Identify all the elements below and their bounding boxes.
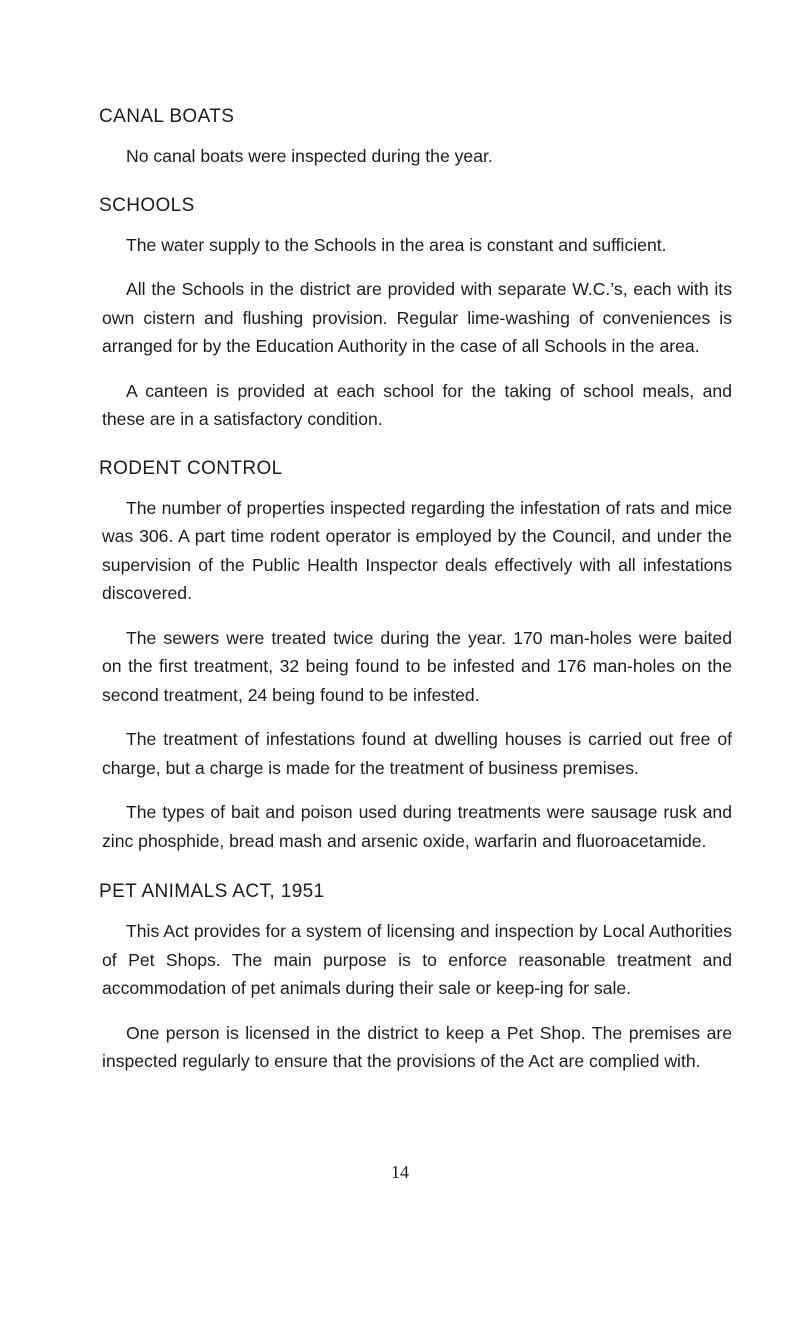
paragraph: No canal boats were inspected during the year. [126,146,493,166]
section-pet-animals-act [99,879,732,1076]
section-heading-schools: SCHOOLS [99,194,195,216]
paragraph: A canteen is provided at each school for the taking of school meals, and these are in a satisfactory condition. [102,380,732,429]
page-number: 14 [391,1162,409,1182]
paragraph: This Act provides for a system of licensing and inspection by Local Authorities of Pet Shops. The main purpose is to enforce reasonable treatment and accommodation of pet animals during their sale or keep-ing for sale. [102,921,732,998]
paragraph: The types of bait and poison used during treatments were sausage rusk and zinc phosphide, bread mash and arsenic oxide, warfarin and fluoroacetamide. [102,802,732,851]
section-heading-rodent-control: RODENT CONTROL [99,457,283,479]
paragraph: All the Schools in the district are provided with separate W.C.’s, each with its own cistern and flushing provision. Regular lime-washing of conveniences is arranged for by the Education Authority in the case of all Schools in the area. [102,279,732,356]
paragraph: The water supply to the Schools in the area is constant and sufficient. [126,234,667,255]
section-schools [99,193,732,434]
paragraph: The sewers were treated twice during the year. 170 man-holes were baited on the first treatment, 32 being found to be infested and 176 man-holes on the second treatment, 24 being found to be infested. [102,627,732,705]
section-rodent-control [99,456,732,856]
section-heading-pet-animals-act: PET ANIMALS ACT, 1951 [99,881,325,902]
section-canal-boats [99,104,732,171]
section-heading-canal-boats: CANAL BOATS [99,106,235,127]
document-page [99,104,732,1076]
paragraph: One person is licensed in the district to keep a Pet Shop. The premises are inspected regularly to ensure that the provisions of the Act are complied with. [102,1022,732,1071]
paragraph: The number of properties inspected regarding the infestation of rats and mice was 306. A part time rodent operator is employed by the Council, and under the supervision of the Public Health Inspector deals effectively with all infestations discovered. [102,497,732,603]
paragraph: The treatment of infestations found at dwelling houses is carried out free of charge, but a charge is made for the treatment of business premises. [102,729,732,778]
